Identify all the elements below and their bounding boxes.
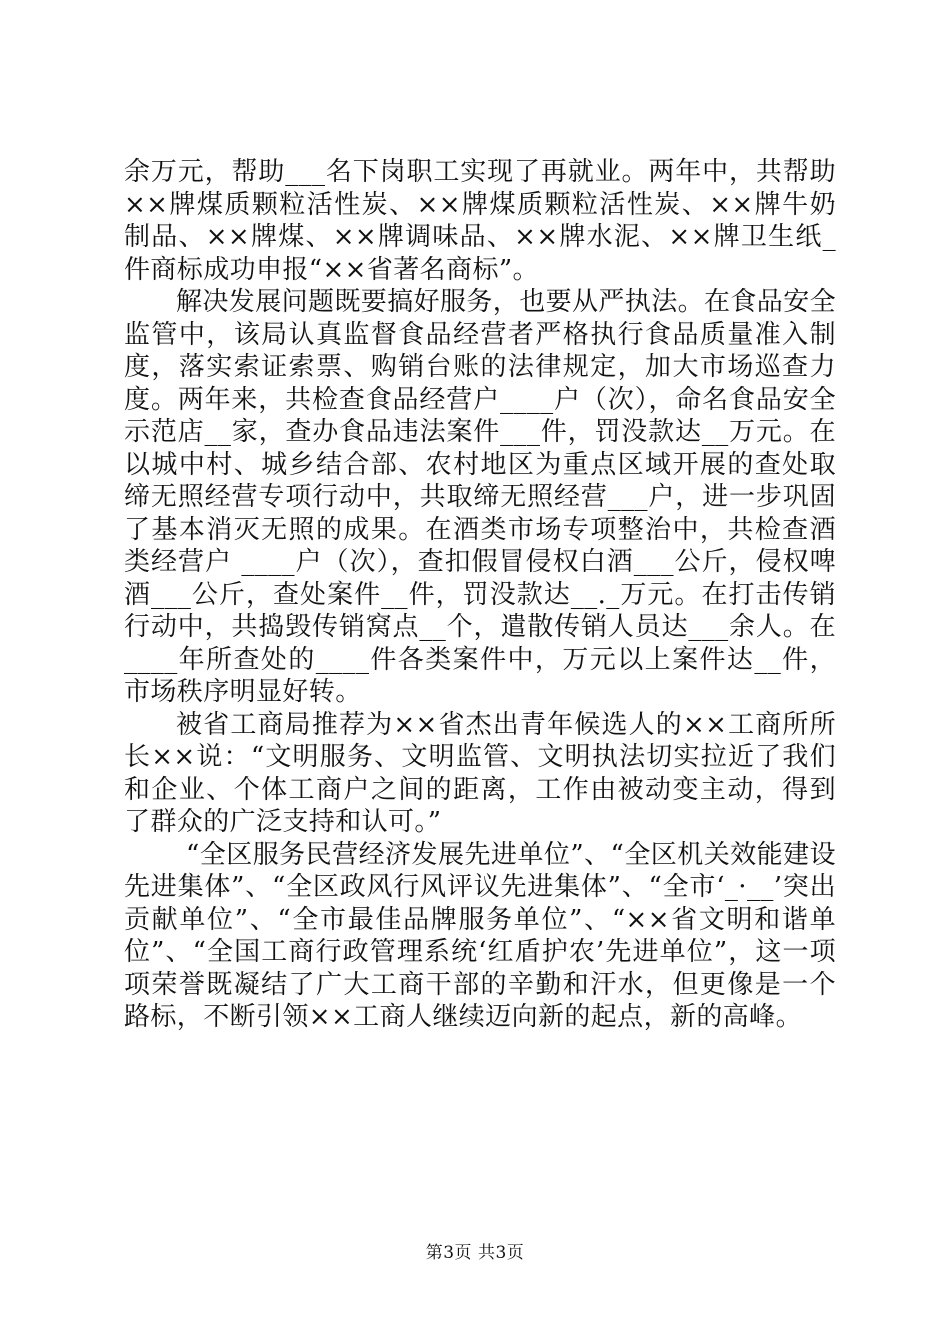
paragraph-law-enforcement: 解决发展问题既要搞好服务，也要从严执法。在食品安全监管中，该局认真监督食品经营者严格执行食品质量准入制度，落实索证索票、购销台账的法律规定，加大市场巡查力度。两年来，共检查食品经营户____户（次），命名食品安全示范店__家，查办食品违法案件___件，罚没款达__万元。在以城中村、城乡结合部、农村地区为重点区域开展的查处取缔无照经营专项行动中，共取缔无照经营___户，进一步巩固了基本消灭无照的成果。在酒类市场专项整治中，共检查酒类经营户 ____户（次），查扣假冒侵权白酒___公斤，侵权啤酒___公斤，查处案件__件，罚没款达__._万元。在打击传销行动中，共捣毁传销窝点__个，遣散传销人员达___余人。在____年所查处的____件各类案件中，万元以上案件达__件，市场秩序明显好转。 xyxy=(124,287,837,707)
document-body xyxy=(124,156,836,1034)
paragraph-honors: “全区服务民营经济发展先进单位”、“全区机关效能建设先进集体”、“全区政风行风评议先进集体”、“全市‘_·__’突出贡献单位”、“全市最佳品牌服务单位”、“××省文明和谐单位”、“全国工商行政管理系统‘红盾护农’先进单位”，这一项项荣誉既凝结了广大工商干部的辛勤和汗水，但更像是一个路标，不断引领××工商人继续迈向新的起点，新的高峰。 xyxy=(124,839,836,1032)
paragraph-director-quote: 被省工商局推荐为××省杰出青年候选人的××工商所所长××说：“文明服务、文明监管、文明执法切实拉近了我们和企业、个体工商户之间的距离，工作由被动变主动，得到了群众的广泛支持和认可。” xyxy=(124,709,836,837)
page-number-footer: 第3页 共3页 xyxy=(425,1243,525,1263)
paragraph-reemployment: 余万元，帮助___名下岗职工实现了再就业。两年中，共帮助××牌煤质颗粒活性炭、××牌煤质颗粒活性炭、××牌牛奶制品、××牌煤、××牌调味品、××牌水泥、××牌卫生纸_件商标成功申报“××省著名商标”。 xyxy=(124,157,836,285)
